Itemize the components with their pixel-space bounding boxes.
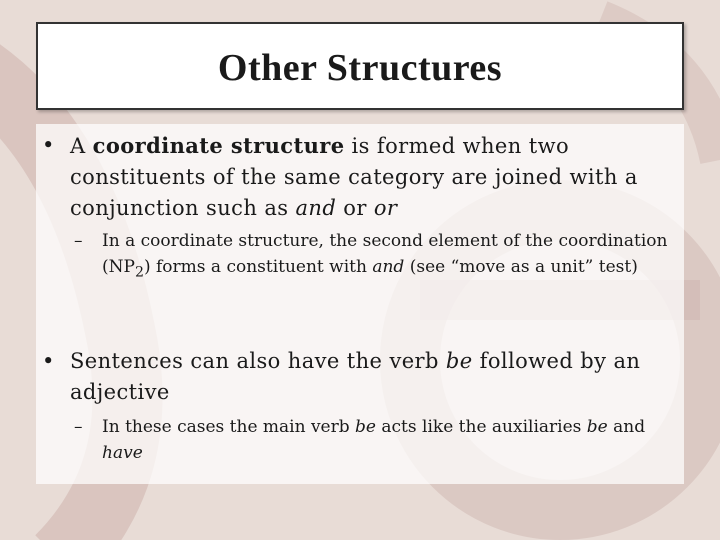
dash-icon: – (74, 417, 83, 437)
bullet-verb-be: • Sentences can also have the verb be followed by an adjective (36, 346, 684, 410)
slide-content (36, 124, 684, 484)
bullet-coordinate-structure: • A coordinate structure is formed when two constituents of the same category are joined with a conjunction such as and or or (36, 130, 684, 226)
title-box (36, 22, 684, 110)
dash-icon: – (74, 231, 83, 251)
slide-title: Other Structures (217, 47, 503, 89)
bullet-icon: • (42, 133, 55, 157)
sub-bullet-coordination: – In a coordinate structure, the second element of the coordination $(NP_2)$ forms a constituent with and (see “move as a unit” test) (36, 228, 684, 308)
term-coordinate-structure: coordinate structure (92, 133, 345, 158)
sub-bullet-auxiliaries: – In these cases the main verb be acts like the auxiliaries be and have (36, 414, 684, 470)
bullet-icon: • (42, 349, 55, 373)
